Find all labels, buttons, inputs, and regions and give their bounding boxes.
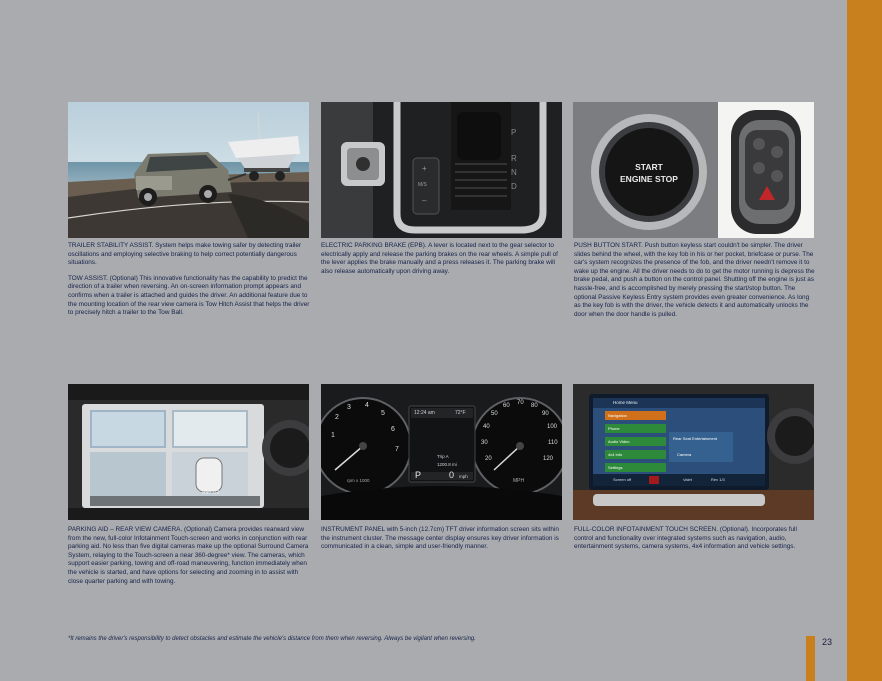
tft-speed: 0 [449,470,455,480]
screen-off-button: Screen off [613,477,632,482]
gear-letter-d: D [511,182,517,191]
trailer-caption [68,242,310,325]
tft-temp: 72°F [455,410,466,416]
tft-speed-unit: mph [459,474,468,479]
cluster-caption [321,526,563,559]
right-dial-number-120: 120 [543,456,554,462]
right-dial-label: MPH [513,478,525,484]
rear-view-camera-text: PARKING AID – REAR VIEW CAMERA. (Optional) Camera provides rearward view from the new, full-color Infotainment Touch-screen and works in conjunction with rear parking aid. No less than five digital cameras make up the optional Surround Camera System, relaying to the Touch-screen a near 360-degree* view. The cameras, which support easier parking, towing and off-road maneuvering, function immediately when the vehicle is started, and have options for selecting and zooming in to assist with close quarter parking and with towing. [68,526,309,585]
trailer-photo [68,102,309,238]
left-dial-label: rpm x 1000 [347,478,370,483]
left-dial-number-7: 7 [395,446,399,453]
orange-side-strip [847,0,882,681]
epb-text: ELECTRIC PARKING BRAKE (EPB). A lever is located next to the gear selector to electrically apply and release the parking brakes on the rear wheels. A simple pull of the lever applies the brake manually and a press releases it. The parking brake will also release automatically upon driving away. [321,242,558,275]
menu-item-phone: Phone [605,424,666,433]
touch-caption [574,526,816,559]
instrument-cluster-photo [321,384,562,520]
gear-letter-r: R [511,154,517,163]
camera-rev-button: Rev 1/3 [202,490,220,496]
tft-gear: P [415,470,422,480]
right-dial-number-20: 20 [485,456,492,462]
home-menu-title: Home Menu [613,400,638,405]
touch-screen-photo [573,384,814,520]
sub-item-camera: Camera [677,452,692,457]
epb-photo [321,102,562,238]
left-dial-number-5: 5 [381,410,385,417]
menu-item-navigation: Navigation [605,411,666,420]
shift-ms-symbol: M/S [418,182,427,188]
valet-button: Valet [683,477,692,482]
rev-button: Rev 1/3 [711,477,725,482]
footnote: *It remains the driver's responsibility to detect obstacles and estimate the vehicle's distance from them when reversing. Always be vigilant when reversing. [68,636,476,642]
epb-caption [321,242,563,283]
page-number: 23 [822,637,833,647]
start-caption [574,242,816,326]
right-dial-number-50: 50 [491,411,498,417]
engine-stop-label: ENGINE STOP [620,174,678,184]
gear-letter-n: N [511,168,517,177]
instrument-panel-text: INSTRUMENT PANEL with 5-inch (12.7cm) TFT driver information screen sits within the instrument cluster. The message center display ensures key driver information is communicated in a clean, simple and user-friendly manner. [321,526,559,551]
right-dial-number-30: 30 [481,440,488,446]
tft-time: 12:24 am [414,410,435,416]
left-dial-number-4: 4 [365,402,369,409]
left-dial-number-3: 3 [347,404,351,411]
shift-minus-symbol: – [422,196,427,205]
tow-assist-text: TOW ASSIST. (Optional) This innovative functionality has the capability to predict the direction of a trailer when reversing. An on-screen information prompt appears and confirms when a trailer is attached and guides the driver. An additional feature due to the mounting location of the rear view camera is Tow Hitch Assist that helps the driver to precisely hitch a trailer to the Tow Ball. [68,274,310,317]
start-button-photo [573,102,814,238]
right-dial-number-70: 70 [517,400,524,406]
tft-trip: Trip A [437,454,449,459]
sub-item-rear-seat: Rear Seat Entertainment [673,436,718,441]
right-dial-number-60: 60 [503,403,510,409]
menu-item-4x4-info: 4x4 Info [605,450,666,459]
camera-caption [68,526,310,593]
camera-screen-photo [68,384,309,520]
touch-screen-text: FULL-COLOR INFOTAINMENT TOUCH SCREEN. (Optional). Incorporates full control and functionality over integrated systems such as navigation, audio, entertainment systems, camera systems, 4x4 information and vehicle settings. [574,526,797,551]
left-dial-number-6: 6 [391,426,395,433]
tft-odometer: 1200.8 mi [437,462,457,467]
right-dial-number-100: 100 [547,424,558,430]
gear-letter-p: P [511,128,517,137]
trailer-stability-text: TRAILER STABILITY ASSIST. System helps make towing safer by detecting trailer oscillations and employing selective braking to help correct potentially dangerous situations. [68,242,302,267]
left-dial-number-1: 1 [331,432,335,439]
shift-plus-symbol: + [422,164,427,173]
page-number-tab [806,636,815,681]
right-dial-number-40: 40 [483,424,490,430]
menu-item-audio-video: Audio Video [605,437,666,446]
start-label: START [635,162,663,172]
right-dial-number-110: 110 [548,440,558,446]
right-dial-number-90: 90 [542,411,549,417]
push-button-start-text: PUSH BUTTON START. Push button keyless start couldn't be simpler. The driver slides behind the wheel, with the key fob in his or her pocket, briefcase or purse. The car's system recognizes the presence of the fob, and the driver needn't remove it to wake up the engine. All the driver needs to do to get the motor running is depress the brake pedal, and push a button on the control panel. Shutting off the engine is just as hassle-free, and is accomplished by merely pressing the start/stop button. The optional Passive Keyless Entry system provides even greater convenience. As long as the key fob is with the driver, the vehicle detects it and automatically unlocks the door when the door handle is pulled. [574,242,815,318]
left-dial-number-2: 2 [335,414,339,421]
right-dial-number-80: 80 [531,403,538,409]
menu-item-settings: Settings [605,463,666,472]
